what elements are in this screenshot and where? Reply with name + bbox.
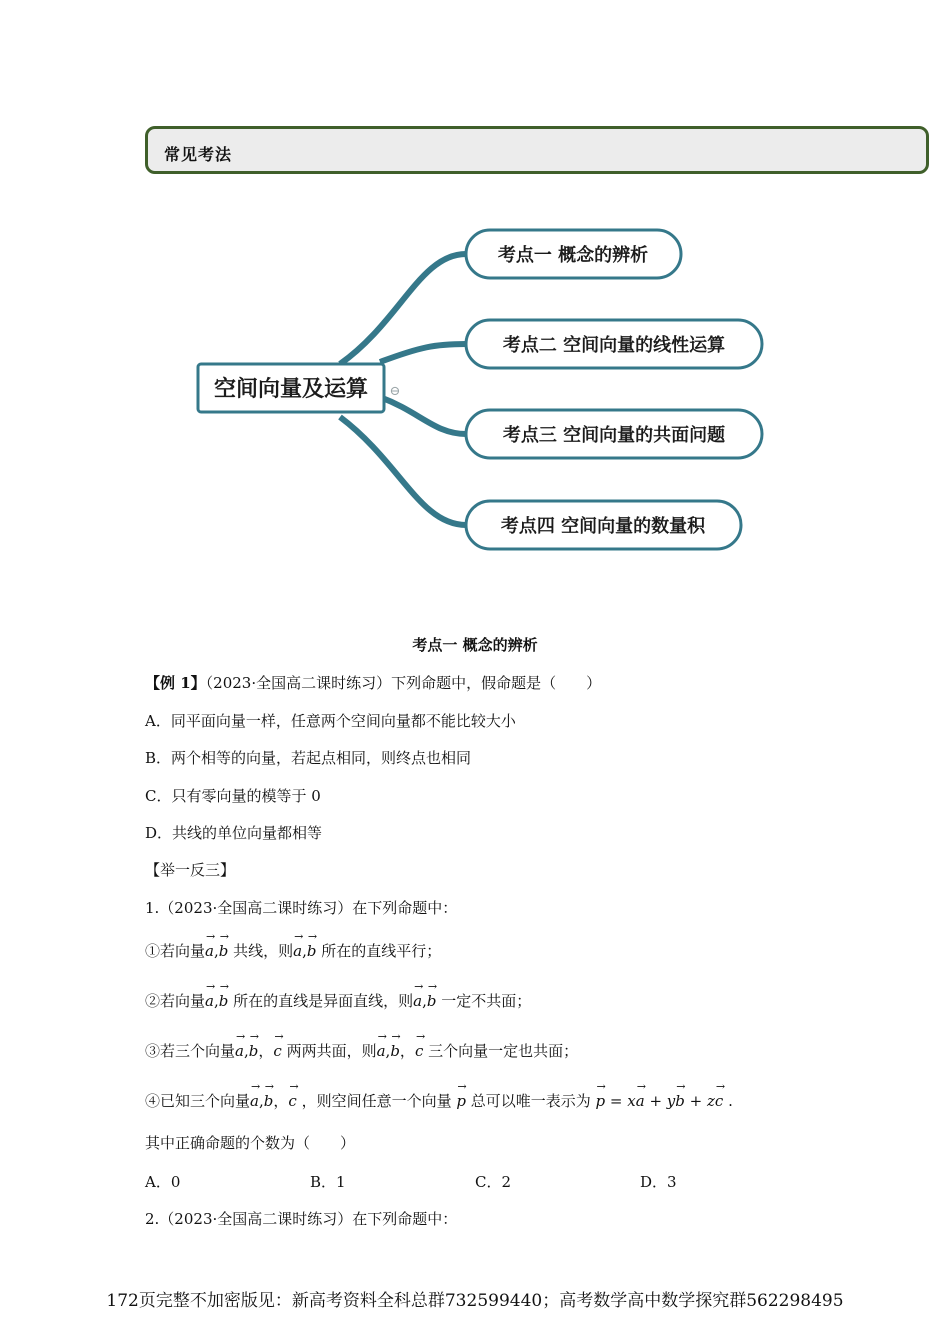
branch-label-4: 考点四 空间向量的数量积 xyxy=(500,516,706,537)
question-2-stem: 2.（2023·全国高二课时练习）在下列命题中： xyxy=(145,1210,458,1228)
collapse-icon[interactable]: ⊖ xyxy=(389,384,401,399)
statement-1: ①若向量→ a,→ b 共线，则→ a,→ b 所在的直线平行； xyxy=(145,940,441,961)
statement-2-part-a: ②若向量 xyxy=(145,992,206,1010)
header-title: 常见考法 xyxy=(164,145,233,164)
statement-3-part-c: 三个向量一定也共面； xyxy=(428,1042,579,1060)
question-1-option-d: D．3 xyxy=(640,1173,677,1191)
statement-2: ②若向量→ a,→ b 所在的直线是异面直线，则→ a,→ b 一定不共面； xyxy=(145,990,531,1011)
statement-1-part-a: ①若向量 xyxy=(145,942,206,960)
example-1-option-b: B．两个相等的向量，若起点相同，则终点也相同 xyxy=(145,749,472,767)
statement-2-part-c: 一定不共面； xyxy=(441,992,532,1010)
statement-4-part-b: ，则空间任意一个向量 xyxy=(301,1092,452,1110)
branch-label-3: 考点三 空间向量的共面问题 xyxy=(502,425,726,446)
footer-note: 172页完整不加密版见：新高考资料全科总群732599440；高考数学高中数学探究群562298495 xyxy=(106,1291,844,1311)
statement-3: ③若三个向量→ a,→ b，→ c 两两共面，则→ a,→ b，→ c 三个向量一定也共面； xyxy=(145,1040,578,1061)
statement-4-part-a: ④已知三个向量 xyxy=(145,1092,251,1110)
question-1-option-b: B．1 xyxy=(310,1173,346,1191)
practice-heading: 【举一反三】 xyxy=(145,861,236,879)
question-1-option-c: C．2 xyxy=(475,1173,512,1191)
example-1-prefix: 【例 1】 xyxy=(145,674,206,692)
question-1-ask: 其中正确命题的个数为（ ） xyxy=(145,1134,356,1152)
section-title: 考点一 概念的辨析 xyxy=(412,636,538,654)
question-1-stem: 1.（2023·全国高二课时练习）在下列命题中： xyxy=(145,899,458,917)
question-1-option-a: A．0 xyxy=(145,1173,181,1191)
mind-map xyxy=(190,222,790,562)
root-node-label: 空间向量及运算 xyxy=(213,377,369,402)
statement-4-part-c: 总可以唯一表示为 xyxy=(470,1092,591,1110)
connector-3 xyxy=(380,397,466,434)
example-1-option-a: A．同平面向量一样，任意两个空间向量都不能比较大小 xyxy=(145,712,516,730)
statement-3-part-b: 两两共面，则 xyxy=(286,1042,377,1060)
statement-3-part-a: ③若三个向量 xyxy=(145,1042,236,1060)
statement-1-part-c: 所在的直线平行； xyxy=(321,942,442,960)
statement-2-part-b: 所在的直线是异面直线，则 xyxy=(233,992,414,1010)
branch-label-2: 考点二 空间向量的线性运算 xyxy=(502,335,726,356)
connector-2 xyxy=(380,344,466,362)
example-1-option-c: C．只有零向量的模等于 0 xyxy=(145,787,321,805)
example-1-stem xyxy=(145,672,601,693)
statement-4: ④已知三个向量→ a,→ b，→ c ，则空间任意一个向量 → p 总可以唯一表示为 → p = x→ a + y→ b + z→ c . xyxy=(145,1090,733,1111)
statement-1-part-b: 共线，则 xyxy=(233,942,294,960)
example-1-text: （2023·全国高二课时练习）下列命题中，假命题是（ ） xyxy=(205,674,602,692)
example-1-option-d: D．共线的单位向量都相等 xyxy=(145,824,323,842)
section-header xyxy=(145,126,929,174)
branch-label-1: 考点一 概念的辨析 xyxy=(497,245,649,266)
